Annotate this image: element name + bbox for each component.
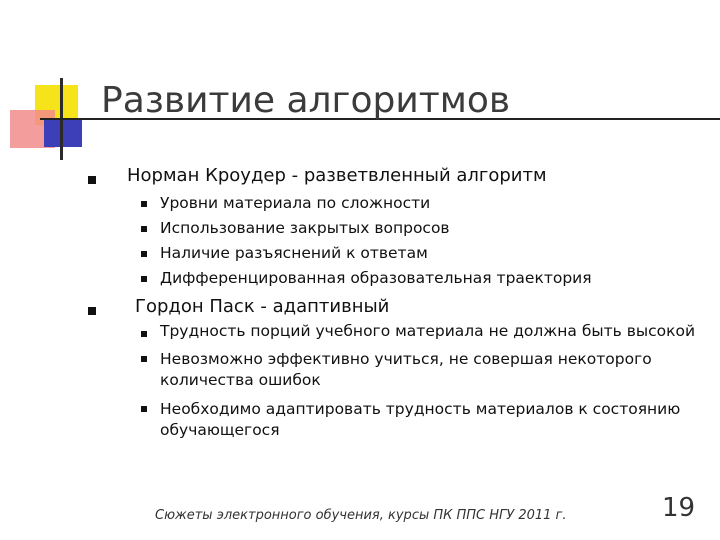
list-item: Наличие разъяснений к ответам bbox=[160, 244, 428, 262]
list-item: Уровни материала по сложности bbox=[160, 194, 431, 212]
section-heading: Норман Кроудер - разветвленный алгоритм bbox=[127, 165, 547, 186]
square-bullet-icon bbox=[88, 176, 96, 184]
square-bullet-icon bbox=[141, 201, 147, 207]
slide-footer: Сюжеты электронного обучения, курсы ПК ППС НГУ 2011 г. bbox=[155, 508, 567, 523]
square-bullet-icon bbox=[141, 406, 147, 412]
square-bullet-icon bbox=[141, 331, 147, 337]
list-item: Трудность порций учебного материала не должна быть высокой bbox=[160, 322, 696, 340]
list-item: Невозможно эффективно учиться, не совершая некоторого bbox=[160, 350, 652, 368]
square-bullet-icon bbox=[88, 307, 96, 315]
square-bullet-icon bbox=[141, 356, 147, 362]
square-bullet-icon bbox=[141, 226, 147, 232]
list-item-continuation: количества ошибок bbox=[160, 371, 321, 389]
section-heading: Гордон Паск - адаптивный bbox=[135, 296, 390, 317]
page-number: 19 bbox=[662, 493, 696, 523]
list-item: Необходимо адаптировать трудность материалов к состоянию bbox=[160, 400, 681, 418]
slide-title: Развитие алгоритмов bbox=[101, 80, 511, 121]
list-item-continuation: обучающегося bbox=[160, 421, 280, 439]
square-bullet-icon bbox=[141, 276, 147, 282]
logo-blue-square bbox=[44, 120, 82, 147]
list-item: Дифференцированная образовательная траектория bbox=[160, 269, 592, 287]
list-item: Использование закрытых вопросов bbox=[160, 219, 450, 237]
square-bullet-icon bbox=[141, 251, 147, 257]
